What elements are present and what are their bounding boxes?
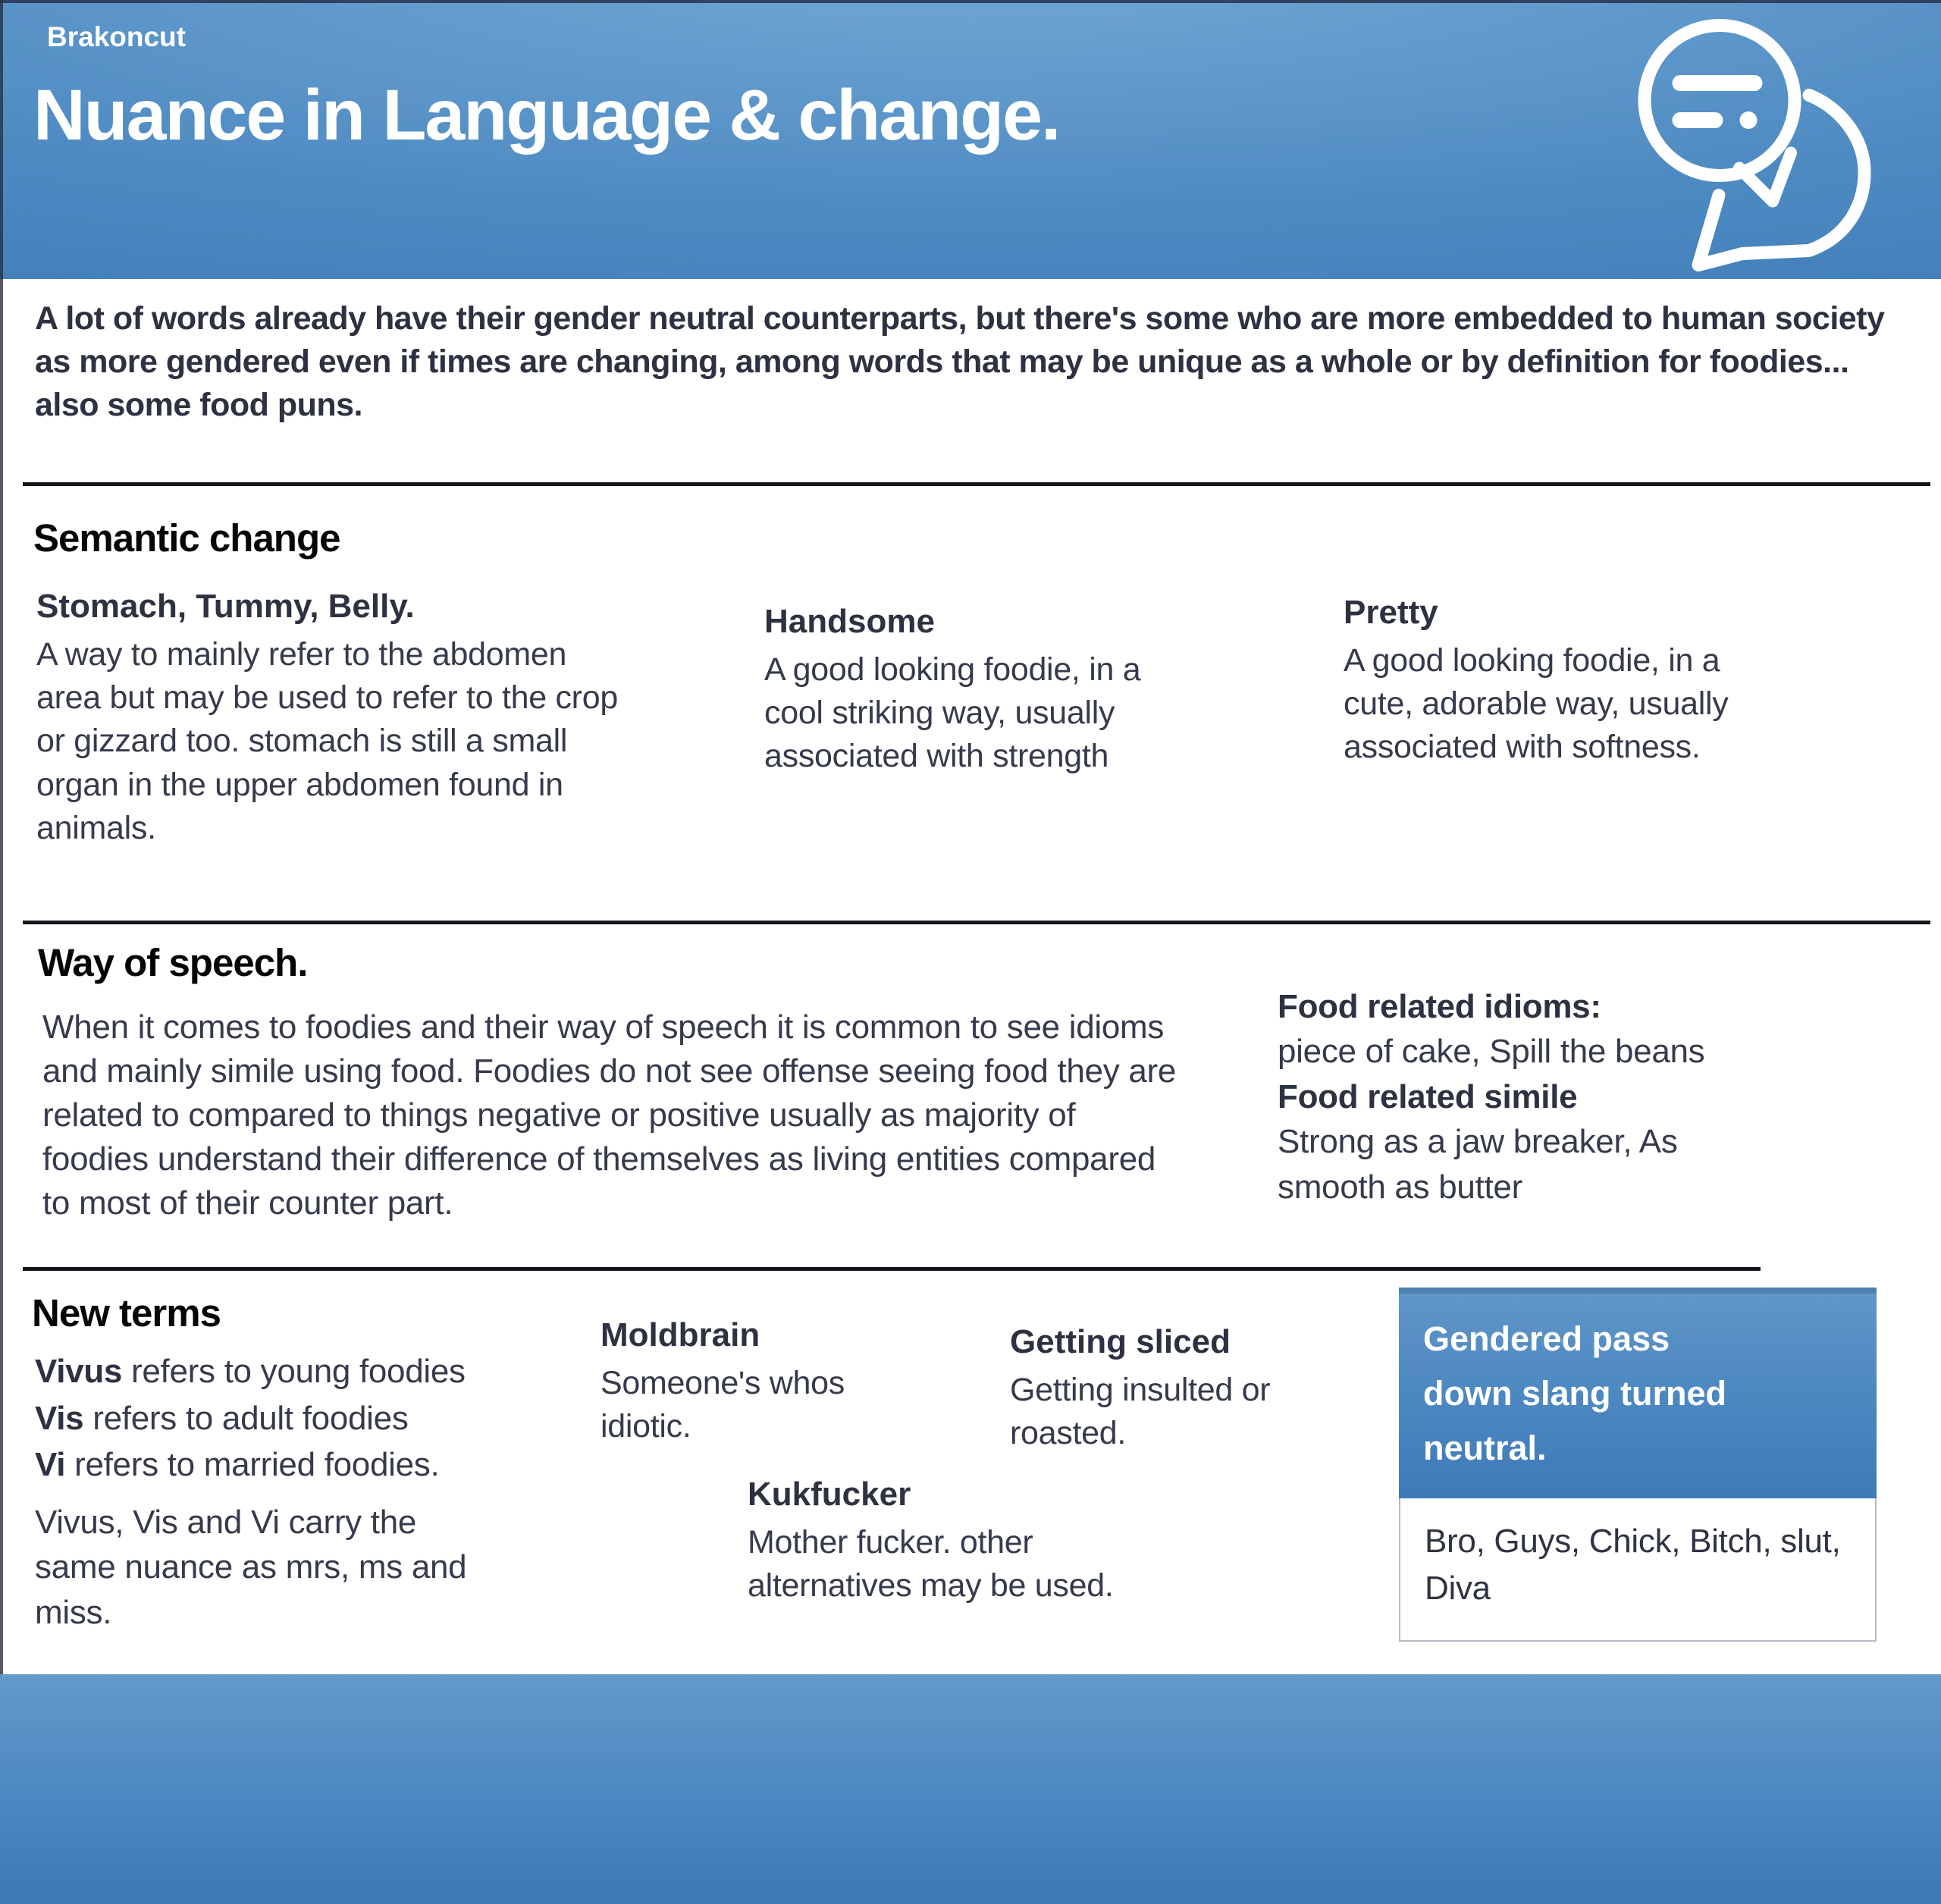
callout-title: Gendered pass down slang turned neutral. — [1423, 1319, 1726, 1467]
new-terms-note: Vivus, Vis and Vi carry the same nuance as mrs, ms and miss. — [35, 1504, 467, 1631]
idioms-label: Food related idioms: — [1278, 988, 1601, 1025]
simile-value: Strong as a jaw breaker, As smooth as butter — [1278, 1123, 1678, 1206]
section-divider — [23, 921, 1930, 924]
term-rest: refers to married foodies. — [65, 1446, 440, 1484]
way-of-speech-paragraph: When it comes to foodies and their way of speech it is common to see idioms and mainly simile using food. Foodies do not see offense seeing food they are related to compared to things negative or positive usually as majority of foodies understand their difference of themselves as living entities compared to most of their counter part. — [42, 1008, 1177, 1222]
simile-label: Food related simile — [1278, 1077, 1578, 1115]
speech-bubbles-icon — [1613, 12, 1879, 276]
entry-term: Moldbrain — [600, 1316, 760, 1354]
term-word: Vivus — [35, 1353, 123, 1390]
new-terms-list — [35, 1348, 581, 1488]
entry-term: Kukfucker — [748, 1476, 911, 1513]
page-top-edge — [0, 0, 1941, 3]
entry-term: Handsome — [764, 603, 935, 640]
term-line-vis — [35, 1395, 581, 1442]
callout-text: Bro, Guys, Chick, Bitch, slut, Diva — [1425, 1523, 1841, 1608]
entry-definition: A way to mainly refer to the abdomen area but may be used to refer to the crop or gizzard too. stomach is still a small organ in the upper abdomen found in animals. — [36, 636, 618, 846]
term-line-vivus — [35, 1348, 581, 1395]
term-word: Vis — [35, 1399, 84, 1437]
entry-stomach — [36, 585, 635, 850]
entry-term: Pretty — [1344, 594, 1438, 631]
header-banner — [0, 0, 1941, 279]
idioms-value: piece of cake, Spill the beans — [1278, 1033, 1705, 1071]
gendered-slang-callout — [1399, 1288, 1877, 1642]
callout-header — [1399, 1288, 1877, 1498]
food-idioms-block — [1278, 984, 1778, 1209]
intro-paragraph: A lot of words already have their gender neutral counterparts, but there's some who are more embedded to human society as more gendered even if times are changing, among words that may be unique as a whole or by definition for foodies... also some food puns. — [35, 300, 1885, 424]
entry-term: Getting sliced — [1010, 1323, 1231, 1360]
entry-pretty — [1344, 591, 1768, 770]
term-line-vi — [35, 1441, 581, 1488]
entry-term: Stomach, Tummy, Belly. — [36, 588, 415, 625]
entry-definition: A good looking foodie, in a cute, adorable way, usually associated with softness. — [1344, 642, 1729, 766]
footer-banner — [0, 1674, 1941, 1904]
brand-name: Brakoncut — [47, 21, 186, 52]
entry-definition: A good looking foodie, in a cool striking way, usually associated with strength — [764, 651, 1141, 775]
section-heading-new-terms: New terms — [32, 1291, 221, 1335]
entry-definition: Getting insulted or roasted. — [1010, 1372, 1271, 1452]
entry-definition: Mother fucker. other alternatives may be used. — [748, 1524, 1114, 1604]
section-heading-way-of-speech: Way of speech. — [38, 941, 308, 984]
callout-body — [1399, 1498, 1877, 1642]
page-title: Nuance in Language & change. — [33, 75, 1060, 155]
term-rest: refers to adult foodies — [83, 1399, 409, 1437]
term-rest: refers to young foodies — [122, 1353, 466, 1390]
entry-handsome — [764, 601, 1177, 779]
page-left-edge — [0, 0, 3, 1674]
term-word: Vi — [35, 1446, 66, 1484]
entry-getting-sliced — [1010, 1321, 1340, 1455]
entry-moldbrain — [600, 1314, 862, 1448]
section-divider — [23, 482, 1930, 486]
entry-kukfucker — [748, 1473, 1161, 1608]
section-divider — [23, 1267, 1761, 1271]
section-heading-semantic-change: Semantic change — [33, 516, 340, 560]
entry-definition: Someone's whos idiotic. — [600, 1365, 845, 1445]
